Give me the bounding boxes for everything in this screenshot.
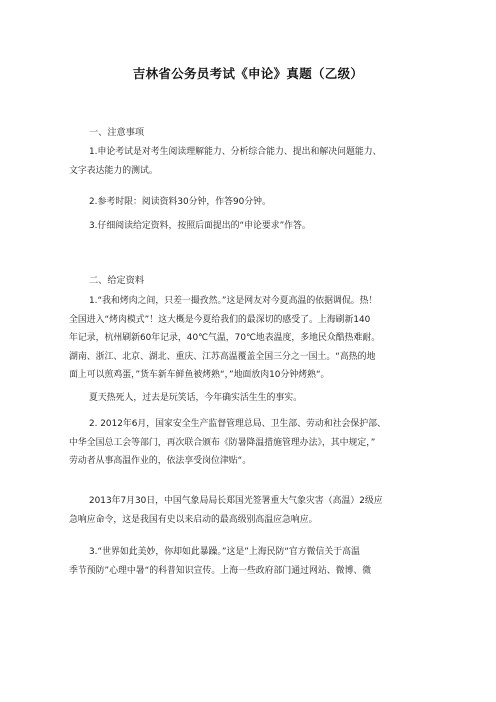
materials-paragraph-2 <box>89 389 429 408</box>
text-line: 3.“世界如此美妙，你却如此暴躁。”这是”上海民防“官方微信关于高温 <box>89 547 360 557</box>
text-line: 中华全国总工会等部门，再次联合颁布《防暑降温措施管理办法》，其中规定，” <box>69 437 376 448</box>
text-line: 2. 2012年6月，国家安全生产监督管理总局、卫生部、劳动和社会保护部、 <box>89 419 386 429</box>
text-line: 3.仔细阅读给定资料，按照后面提出的“申论要求”作答。 <box>89 221 311 231</box>
text-line: 年记录，杭州刷新60年记录，40℃气温，70℃地表温度，多地民众酷热难耐。 <box>69 333 381 344</box>
text-line: 季节预防”心理中暑“的科普知识宣传。上海一些政府部门通过网站、微博、微 <box>69 565 372 576</box>
notes-item-3 <box>89 217 429 236</box>
document-title: 吉林省公务员考试《申论》真题（乙级） <box>132 66 364 81</box>
text-line: 湖南、浙江、北京、湖北、重庆、江苏高温覆盖全国三分之一国土。“高热的地 <box>69 351 376 362</box>
text-line: 文字表达能力的测试。 <box>69 165 158 176</box>
materials-paragraph-5 <box>69 543 429 580</box>
text-line: 2013年7月30日，中国气象局局长郑国光签署重大气象灾害（高温）2级应 <box>89 496 383 506</box>
text-line: 急响应命令，这是我国有史以来启动的最高级别高温应急响应。 <box>69 514 318 525</box>
text-line: 劳动者从事高温作业的，依法享受岗位津贴“。 <box>69 456 252 467</box>
section-heading-materials: 二、给定资料 <box>89 275 145 286</box>
text-line: 夏天热死人，过去是玩笑话，今年确实活生生的事实。 <box>89 393 302 403</box>
text-line: 全国进入“烤肉模式”！这大概是今夏给我们的最深切的感受了。上海刷新140 <box>69 314 371 325</box>
text-line: 1.“我和烤肉之间，只差一撮孜然。”这是网友对今夏高温的依据调侃。热！ <box>89 296 378 306</box>
text-line: 1.申论考试是对考生阅读理解能力、分析综合能力、提出和解决问题能力、 <box>89 147 382 157</box>
materials-paragraph-1 <box>69 292 429 385</box>
text-line: 2.参考时限：阅读资料30分钟，作答90分钟。 <box>89 197 271 207</box>
text-line: 面上可以煎鸡蛋，”货车新车鲜鱼被烤熟“，”地面放肉10分钟烤熟“。 <box>69 370 330 381</box>
notes-item-1 <box>69 143 429 180</box>
section-heading-notes: 一、注意事项 <box>89 127 145 138</box>
notes-item-2 <box>89 193 429 212</box>
materials-paragraph-3 <box>69 415 429 471</box>
materials-paragraph-4 <box>69 492 429 529</box>
